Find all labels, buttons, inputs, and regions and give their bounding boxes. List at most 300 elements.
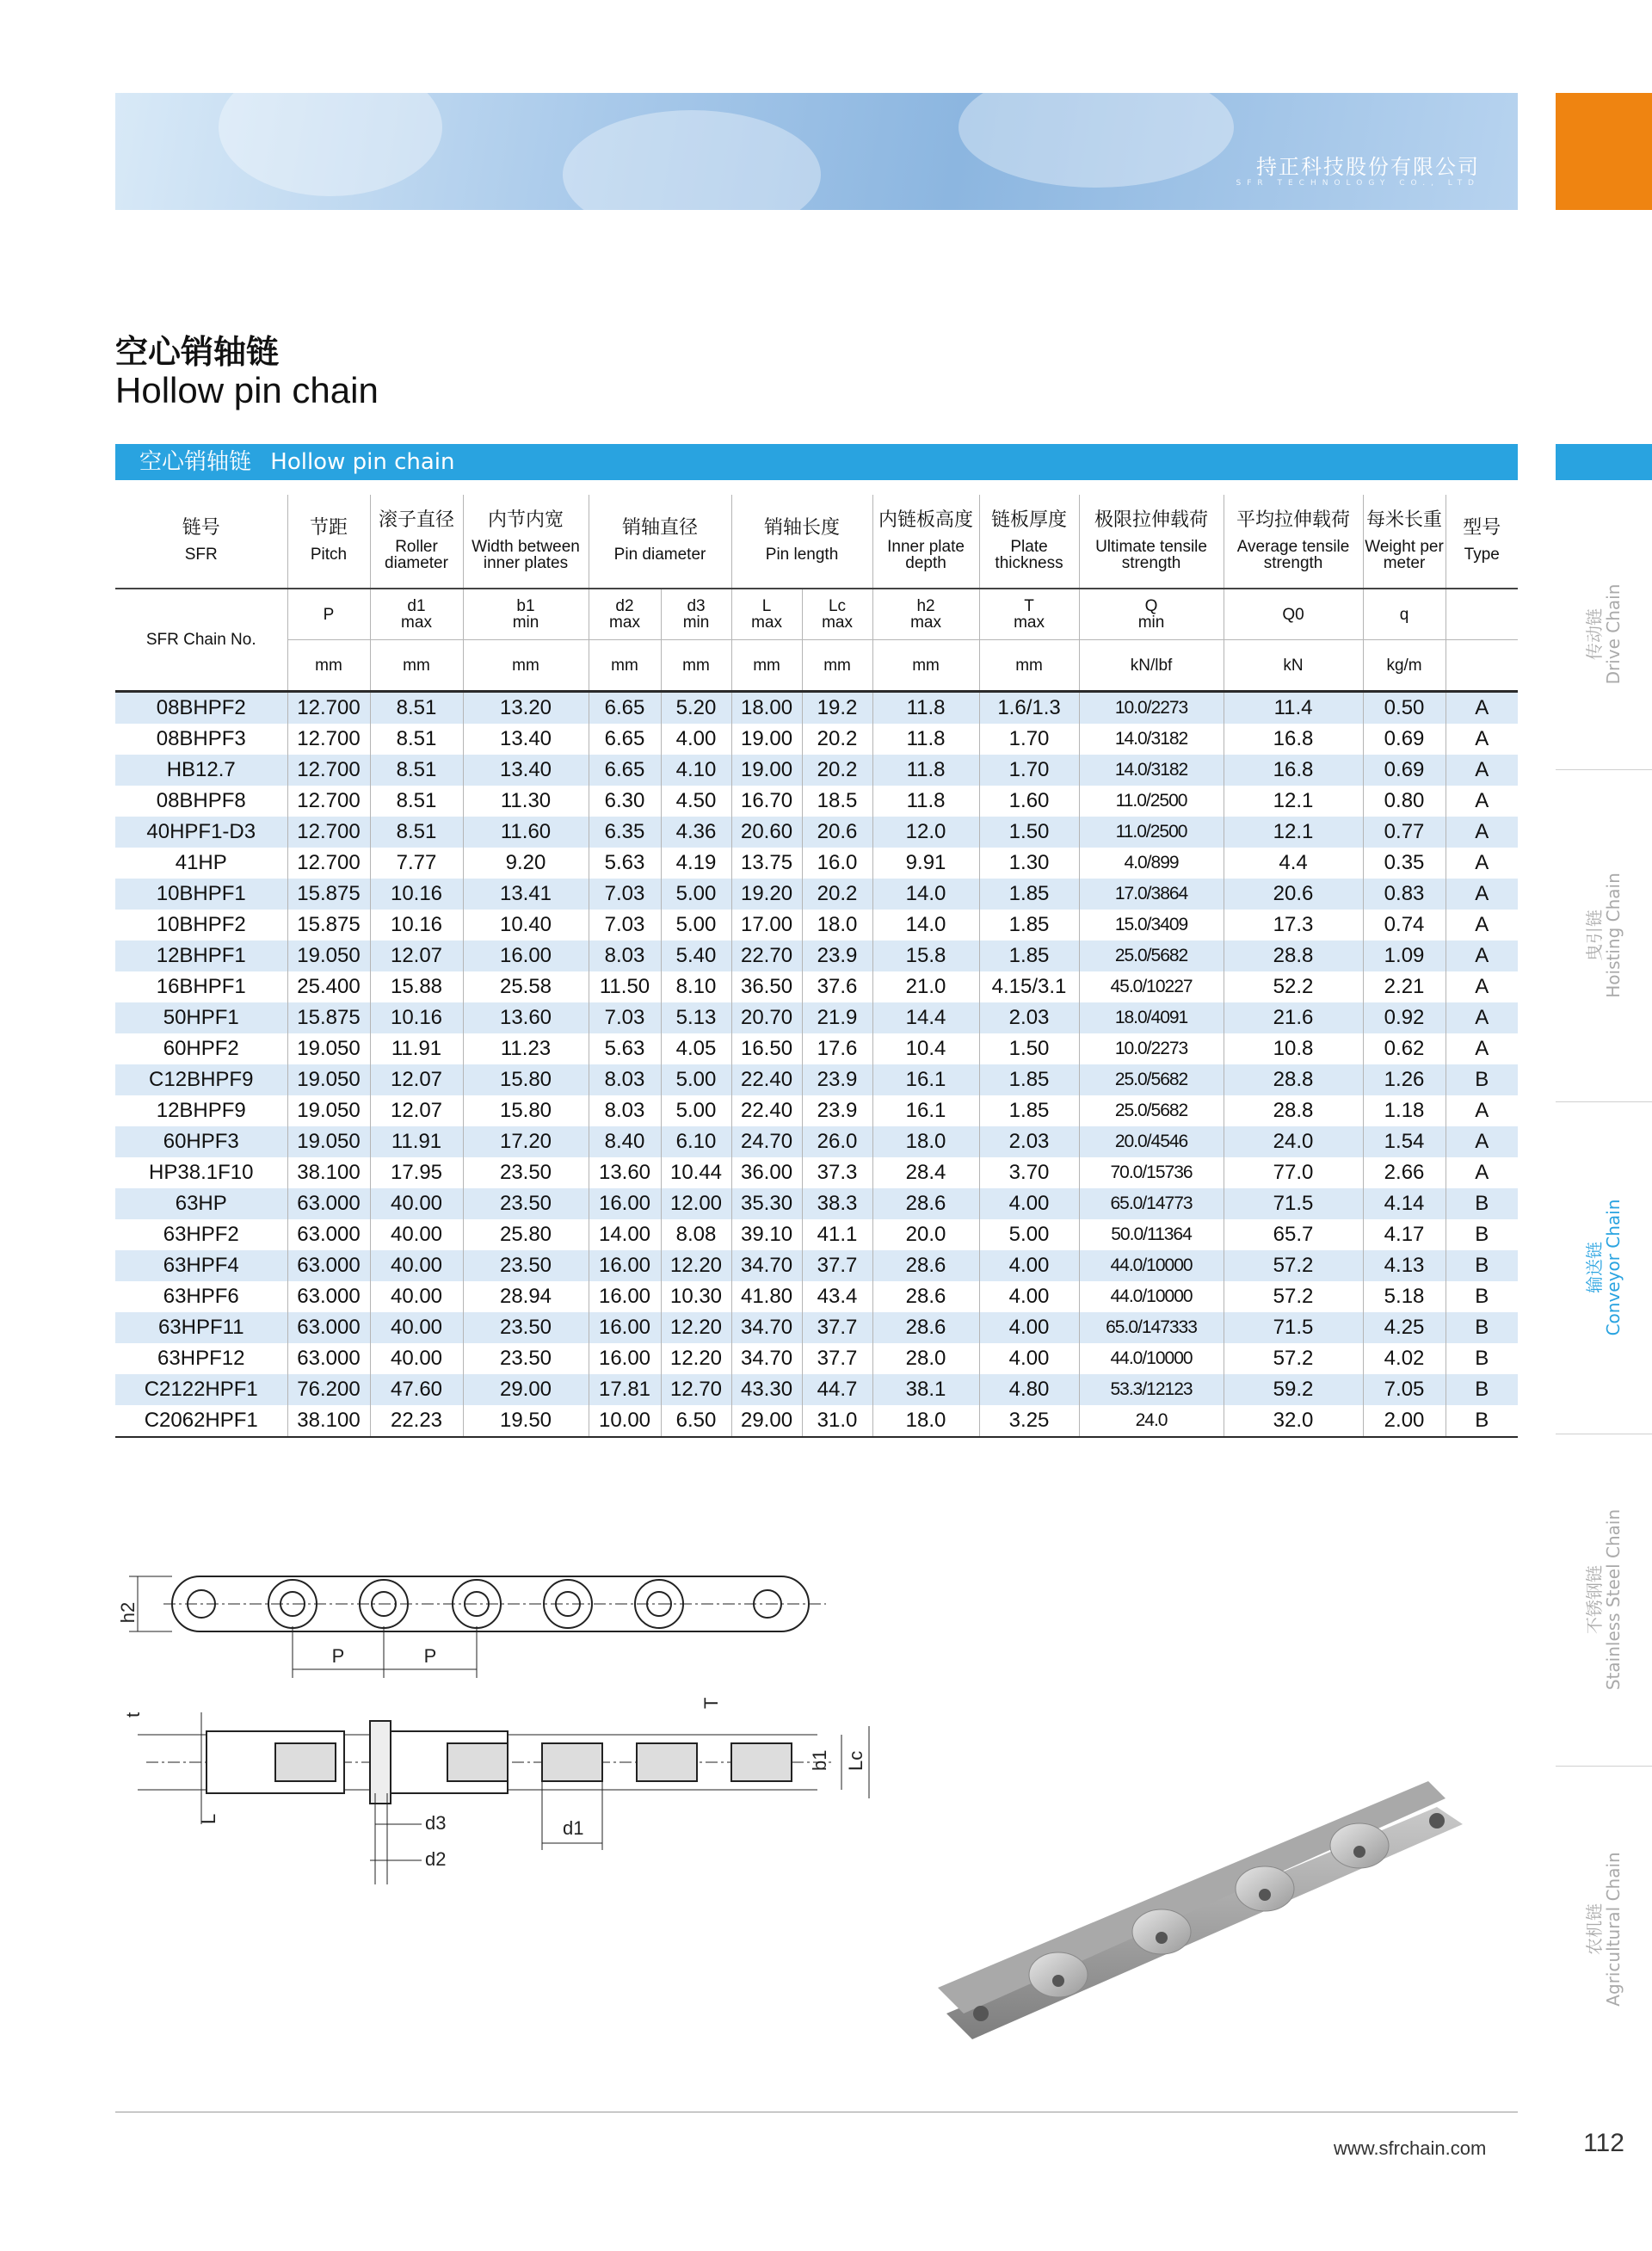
table-cell: C2122HPF1	[115, 1374, 287, 1405]
company-name-en: SFR TECHNOLOGY CO., LTD	[1236, 179, 1480, 188]
page-title-cn: 空心销轴链	[115, 333, 280, 371]
col-weight: 每米长重 Weight per meter	[1363, 495, 1446, 589]
table-row	[115, 1281, 1518, 1312]
table-cell: 71.5	[1224, 1188, 1363, 1219]
table-cell: 10.00	[589, 1405, 661, 1437]
table-cell: 21.0	[872, 971, 979, 1002]
table-cell: 4.36	[661, 817, 731, 848]
table-cell: 6.65	[589, 692, 661, 725]
table-cell: 10.4	[872, 1033, 979, 1064]
table-cell: 50HPF1	[115, 1002, 287, 1033]
table-cell: 40.00	[370, 1343, 463, 1374]
table-row	[115, 1157, 1518, 1188]
section-bar	[115, 444, 1518, 480]
table-cell: 63.000	[287, 1188, 370, 1219]
table-cell: 13.20	[463, 692, 589, 725]
table-cell: 38.100	[287, 1405, 370, 1437]
table-cell: 12.1	[1224, 786, 1363, 817]
sidebar-item-conveyor-chain[interactable]: 输送链 Conveyor Chain	[1584, 1199, 1624, 1336]
table-cell: 38.1	[872, 1374, 979, 1405]
table-row	[115, 817, 1518, 848]
table-cell: 23.9	[802, 1064, 872, 1095]
table-cell: 1.70	[979, 755, 1079, 786]
table-cell: 14.4	[872, 1002, 979, 1033]
table-cell: 1.85	[979, 940, 1079, 971]
table-cell: 12.20	[661, 1343, 731, 1374]
table-cell: 19.50	[463, 1405, 589, 1437]
table-cell: 14.0	[872, 879, 979, 910]
sym-roller: d1 max	[370, 589, 463, 640]
table-cell: 4.19	[661, 848, 731, 879]
table-cell: 10.44	[661, 1157, 731, 1188]
table-cell: 15.80	[463, 1064, 589, 1095]
table-cell: 12.0	[872, 817, 979, 848]
table-cell: 29.00	[731, 1405, 802, 1437]
table-cell: 34.70	[731, 1250, 802, 1281]
table-cell: 20.70	[731, 1002, 802, 1033]
table-cell: 6.35	[589, 817, 661, 848]
table-cell: 8.03	[589, 1095, 661, 1126]
table-row	[115, 1374, 1518, 1405]
table-cell: 8.51	[370, 786, 463, 817]
table-cell: 65.7	[1224, 1219, 1363, 1250]
label-t: t	[122, 1711, 144, 1718]
table-cell: 6.30	[589, 786, 661, 817]
table-cell: 25.80	[463, 1219, 589, 1250]
table-cell: 22.70	[731, 940, 802, 971]
table-cell: 25.400	[287, 971, 370, 1002]
table-cell: 3.25	[979, 1405, 1079, 1437]
table-cell: 12.700	[287, 755, 370, 786]
table-cell: 28.8	[1224, 1095, 1363, 1126]
section-tab-orange	[1556, 93, 1652, 210]
table-cell: 11.30	[463, 786, 589, 817]
table-cell: 23.50	[463, 1312, 589, 1343]
table-cell: 20.2	[802, 724, 872, 755]
table-cell: A	[1475, 975, 1489, 998]
unit-h2: mm	[872, 640, 979, 692]
table-cell: 15.80	[463, 1095, 589, 1126]
table-cell: 7.03	[589, 879, 661, 910]
table-cell: 28.6	[872, 1250, 979, 1281]
spec-table	[115, 495, 1518, 1438]
label-b1: b1	[809, 1749, 830, 1771]
table-cell: 16.70	[731, 786, 802, 817]
table-cell: 63HPF2	[115, 1219, 287, 1250]
table-cell: 52.2	[1224, 971, 1363, 1002]
table-cell: 20.2	[802, 755, 872, 786]
table-cell: 45.0/10227	[1079, 971, 1224, 1002]
table-cell: 5.00	[661, 1095, 731, 1126]
table-cell: 50.0/11364	[1079, 1219, 1224, 1250]
table-row	[115, 786, 1518, 817]
table-cell: 19.050	[287, 1064, 370, 1095]
page-title-en: Hollow pin chain	[115, 370, 379, 410]
table-cell: 5.63	[589, 848, 661, 879]
table-cell: 1.09	[1363, 940, 1446, 971]
table-cell: 16.00	[463, 940, 589, 971]
table-cell: 40.00	[370, 1312, 463, 1343]
table-cell: 15.875	[287, 910, 370, 940]
col-pitch: 节距 Pitch	[287, 495, 370, 589]
table-cell: 5.13	[661, 1002, 731, 1033]
table-cell: 77.0	[1224, 1157, 1363, 1188]
table-cell: 1.50	[979, 817, 1079, 848]
unit-T: mm	[979, 640, 1079, 692]
table-cell: 8.51	[370, 724, 463, 755]
table-cell: HB12.7	[115, 755, 287, 786]
table-cell: 57.2	[1224, 1281, 1363, 1312]
table-cell: 10.16	[370, 1002, 463, 1033]
table-cell: 65.0/14773	[1079, 1188, 1224, 1219]
unit-width: mm	[463, 640, 589, 692]
table-row	[115, 848, 1518, 879]
table-cell: 1.50	[979, 1033, 1079, 1064]
table-cell: 0.62	[1363, 1033, 1446, 1064]
table-cell: 2.00	[1363, 1405, 1446, 1437]
chain-dimension-diagram	[112, 1540, 886, 1884]
table-cell: 22.23	[370, 1405, 463, 1437]
table-cell: 3.70	[979, 1157, 1079, 1188]
table-cell: 16.00	[589, 1188, 661, 1219]
table-cell: 14.0/3182	[1079, 724, 1224, 755]
table-cell: 60HPF3	[115, 1126, 287, 1157]
table-cell: 11.8	[872, 692, 979, 725]
section-bar-cn: 空心销轴链	[139, 449, 252, 475]
table-cell: 11.8	[872, 724, 979, 755]
label-d1: d1	[563, 1817, 584, 1839]
table-cell: 8.10	[661, 971, 731, 1002]
table-cell: 8.08	[661, 1219, 731, 1250]
footer-url[interactable]: www.sfrchain.com	[1334, 2137, 1487, 2159]
table-cell: 11.8	[872, 755, 979, 786]
table-cell: 15.875	[287, 1002, 370, 1033]
label-Lc: Lc	[845, 1750, 866, 1771]
table-cell: 21.6	[1224, 1002, 1363, 1033]
table-cell: B	[1475, 1285, 1489, 1308]
table-cell: 41HP	[115, 848, 287, 879]
table-cell: 59.2	[1224, 1374, 1363, 1405]
col-pin-diameter: 销轴直径 Pin diameter	[589, 495, 731, 589]
table-cell: 38.3	[802, 1188, 872, 1219]
table-cell: 10.8	[1224, 1033, 1363, 1064]
col-chain-no: 链号 SFR	[115, 495, 287, 589]
table-cell: 08BHPF8	[115, 786, 287, 817]
table-cell: 4.0/899	[1079, 848, 1224, 879]
table-cell: A	[1446, 1002, 1518, 1033]
label-L: L	[198, 1813, 219, 1824]
chain-product-image	[929, 1755, 1480, 2065]
table-cell: 23.50	[463, 1157, 589, 1188]
sidebar-item-stainless-chain[interactable]: 不锈钢链 Stainless Steel Chain	[1584, 1508, 1624, 1691]
table-cell: 34.70	[731, 1343, 802, 1374]
table-cell: 13.60	[463, 1002, 589, 1033]
sym-Lc: Lc max	[802, 589, 872, 640]
label-p2: P	[423, 1645, 437, 1667]
table-cell: 12.07	[370, 940, 463, 971]
table-cell: 19.050	[287, 1095, 370, 1126]
table-cell: 63.000	[287, 1312, 370, 1343]
table-cell: 63.000	[287, 1219, 370, 1250]
table-row	[115, 755, 1518, 786]
table-cell: 16.0	[802, 848, 872, 879]
table-cell: 71.5	[1224, 1312, 1363, 1343]
table-cell: 1.26	[1363, 1064, 1446, 1095]
table-cell: 19.00	[731, 724, 802, 755]
table-cell: A	[1446, 692, 1518, 725]
table-cell: 40.00	[370, 1281, 463, 1312]
table-cell: 12.07	[370, 1064, 463, 1095]
sym-d3: d3 min	[661, 589, 731, 640]
table-cell: 32.0	[1224, 1405, 1363, 1437]
table-cell: 4.00	[979, 1281, 1079, 1312]
table-cell: 29.00	[463, 1374, 589, 1405]
col-roller: 滚子直径 Roller diameter	[370, 495, 463, 589]
table-cell: 0.92	[1363, 1002, 1446, 1033]
table-cell: 40.00	[370, 1250, 463, 1281]
table-cell: 23.50	[463, 1250, 589, 1281]
col-plate-depth: 内链板高度 Inner plate depth	[872, 495, 979, 589]
table-cell: 76.200	[287, 1374, 370, 1405]
table-cell: 4.00	[979, 1343, 1079, 1374]
table-cell: 1.85	[979, 879, 1079, 910]
sym-Q: Q min	[1079, 589, 1224, 640]
table-cell: 5.00	[661, 879, 731, 910]
table-cell: 2.66	[1363, 1157, 1446, 1188]
table-cell: 0.69	[1363, 755, 1446, 786]
label-h2: h2	[117, 1601, 139, 1624]
table-cell: 13.40	[463, 755, 589, 786]
table-cell: 63.000	[287, 1281, 370, 1312]
table-cell: 7.03	[589, 1002, 661, 1033]
table-cell: 17.95	[370, 1157, 463, 1188]
table-row	[115, 1219, 1518, 1250]
unit-Lc: mm	[802, 640, 872, 692]
table-cell: 6.50	[661, 1405, 731, 1437]
section-bar-en: Hollow pin chain	[270, 449, 455, 475]
table-cell: 1.54	[1363, 1126, 1446, 1157]
table-cell: 11.0/2500	[1079, 817, 1224, 848]
unit-roller: mm	[370, 640, 463, 692]
table-cell: 16.00	[589, 1343, 661, 1374]
table-cell: 36.50	[731, 971, 802, 1002]
label-p1: P	[331, 1645, 345, 1667]
table-cell: 1.6/1.3	[979, 692, 1079, 725]
table-cell: 5.20	[661, 692, 731, 725]
sidebar-item-hoisting-chain[interactable]: 曳引链 Hoisting Chain	[1584, 873, 1624, 998]
table-cell: 37.3	[802, 1157, 872, 1188]
table-cell: 0.83	[1363, 879, 1446, 910]
table-cell: 28.4	[872, 1157, 979, 1188]
table-cell: 8.40	[589, 1126, 661, 1157]
table-cell: 9.91	[872, 848, 979, 879]
table-cell: 1.85	[979, 910, 1079, 940]
table-cell: 2.03	[979, 1126, 1079, 1157]
table-cell: 25.0/5682	[1079, 1064, 1224, 1095]
table-cell: 15.88	[370, 971, 463, 1002]
table-row	[115, 1250, 1518, 1281]
table-row	[115, 1188, 1518, 1219]
table-cell: A	[1446, 940, 1518, 971]
table-cell: 53.3/12123	[1079, 1374, 1224, 1405]
sym-q: q	[1363, 589, 1446, 640]
table-cell: 44.7	[802, 1374, 872, 1405]
table-cell: 16BHPF1	[115, 971, 287, 1002]
table-cell: 7.03	[589, 910, 661, 940]
table-cell: 21.9	[802, 1002, 872, 1033]
table-cell: 25.0/5682	[1079, 1095, 1224, 1126]
table-cell: 4.14	[1363, 1188, 1446, 1219]
table-cell: 11.23	[463, 1033, 589, 1064]
table-cell: 4.00	[979, 1188, 1079, 1219]
table-cell: 1.18	[1363, 1095, 1446, 1126]
table-cell: 4.80	[979, 1374, 1079, 1405]
table-row	[115, 1405, 1518, 1437]
table-cell: A	[1446, 1126, 1518, 1157]
table-cell: 16.8	[1224, 755, 1363, 786]
table-cell: 8.51	[370, 692, 463, 725]
table-cell: 4.15/3.1	[979, 971, 1079, 1002]
table-cell: 12BHPF1	[115, 940, 287, 971]
table-cell: 16.00	[589, 1281, 661, 1312]
table-cell: 57.2	[1224, 1343, 1363, 1374]
table-cell: 1.70	[979, 724, 1079, 755]
unit-Q: kN/lbf	[1079, 640, 1224, 692]
table-cell: 15.875	[287, 879, 370, 910]
table-row	[115, 1126, 1518, 1157]
table-cell: B	[1446, 1188, 1518, 1219]
table-cell: 4.10	[661, 755, 731, 786]
table-cell: 43.4	[802, 1281, 872, 1312]
table-cell: 63.000	[287, 1343, 370, 1374]
table-cell: 8.51	[370, 817, 463, 848]
table-cell: 70.0/15736	[1079, 1157, 1224, 1188]
table-cell: 16.50	[731, 1033, 802, 1064]
table-cell: A	[1446, 817, 1518, 848]
table-cell: 10BHPF2	[115, 910, 287, 940]
table-cell: 28.6	[872, 1312, 979, 1343]
sym-pitch: P	[287, 589, 370, 640]
sym-L: L max	[731, 589, 802, 640]
table-cell: 10.16	[370, 879, 463, 910]
table-cell: 10.40	[463, 910, 589, 940]
table-cell: 24.0	[1224, 1126, 1363, 1157]
table-cell: 12.07	[370, 1095, 463, 1126]
table-cell: 41.1	[802, 1219, 872, 1250]
table-cell: 16.1	[872, 1095, 979, 1126]
table-cell: 19.20	[731, 879, 802, 910]
table-cell: 6.10	[661, 1126, 731, 1157]
table-cell: 63HP	[115, 1188, 287, 1219]
table-row	[115, 1002, 1518, 1033]
table-cell: 12.700	[287, 848, 370, 879]
table-cell: 11.91	[370, 1126, 463, 1157]
table-cell: C2062HPF1	[115, 1405, 287, 1437]
unit-type	[1446, 640, 1518, 692]
sidebar-item-drive-chain[interactable]: 传动链 Drive Chain	[1584, 583, 1624, 685]
table-cell: 4.02	[1363, 1343, 1446, 1374]
table-cell: 31.0	[802, 1405, 872, 1437]
table-cell: 20.0	[872, 1219, 979, 1250]
table-cell: A	[1475, 1037, 1489, 1060]
table-cell: 44.0/10000	[1079, 1281, 1224, 1312]
table-cell: 10.0/2273	[1079, 1033, 1224, 1064]
table-cell: 20.60	[731, 817, 802, 848]
col-average: 平均拉伸载荷 Average tensile strength	[1224, 495, 1363, 589]
table-cell: 18.0/4091	[1079, 1002, 1224, 1033]
table-cell: 23.9	[802, 1095, 872, 1126]
table-cell: 13.41	[463, 879, 589, 910]
label-T: T	[700, 1697, 722, 1709]
unit-d3: mm	[661, 640, 731, 692]
sym-width: b1 min	[463, 589, 589, 640]
sym-type	[1446, 589, 1518, 640]
sym-Q0: Q0	[1224, 589, 1363, 640]
table-row	[115, 971, 1518, 1002]
table-cell: 37.7	[802, 1343, 872, 1374]
table-cell: HP38.1F10	[115, 1157, 287, 1188]
table-cell: 26.0	[802, 1126, 872, 1157]
table-cell: 28.6	[872, 1188, 979, 1219]
table-cell: 4.00	[979, 1250, 1079, 1281]
table-cell: 44.0/10000	[1079, 1343, 1224, 1374]
sidebar-item-agricultural-chain[interactable]: 农机链 Agricultural Chain	[1584, 1852, 1624, 2007]
table-cell: 0.50	[1363, 692, 1446, 725]
table-cell: 63HPF4	[115, 1250, 287, 1281]
table-row	[115, 1312, 1518, 1343]
header-banner	[115, 93, 1518, 210]
table-cell: 60HPF2	[115, 1033, 287, 1064]
table-cell: 28.8	[1224, 1064, 1363, 1095]
table-cell: 23.9	[802, 940, 872, 971]
table-cell: 34.70	[731, 1312, 802, 1343]
table-cell: 11.4	[1224, 692, 1363, 725]
table-cell: 4.17	[1363, 1219, 1446, 1250]
table-cell: 5.00	[661, 910, 731, 940]
table-row	[115, 910, 1518, 940]
table-cell: 12.1	[1224, 817, 1363, 848]
table-cell: 25.0/5682	[1079, 940, 1224, 971]
table-row	[115, 692, 1518, 725]
table-cell: 13.60	[589, 1157, 661, 1188]
table-cell: 37.7	[802, 1250, 872, 1281]
table-cell: B	[1446, 1312, 1518, 1343]
table-row	[115, 1033, 1518, 1064]
table-cell: 25.58	[463, 971, 589, 1002]
table-cell: 12.700	[287, 817, 370, 848]
unit-Q0: kN	[1224, 640, 1363, 692]
table-cell: 12.70	[661, 1374, 731, 1405]
table-cell: 13.40	[463, 724, 589, 755]
table-cell: 63HPF6	[115, 1281, 287, 1312]
table-cell: 11.8	[872, 786, 979, 817]
table-cell: 28.8	[1224, 940, 1363, 971]
table-cell: 08BHPF2	[115, 692, 287, 725]
table-cell: 28.6	[872, 1281, 979, 1312]
table-cell: 5.18	[1363, 1281, 1446, 1312]
unit-pitch: mm	[287, 640, 370, 692]
table-row	[115, 1343, 1518, 1374]
sym-h2: h2 max	[872, 589, 979, 640]
table-cell: 1.85	[979, 1064, 1079, 1095]
table-cell: 24.0	[1079, 1405, 1224, 1437]
label-d2: d2	[425, 1848, 447, 1870]
col-pin-length: 销轴长度 Pin length	[731, 495, 872, 589]
table-cell: 12.20	[661, 1312, 731, 1343]
table-cell: 47.60	[370, 1374, 463, 1405]
table-cell: 11.91	[370, 1033, 463, 1064]
unit-q: kg/m	[1363, 640, 1446, 692]
